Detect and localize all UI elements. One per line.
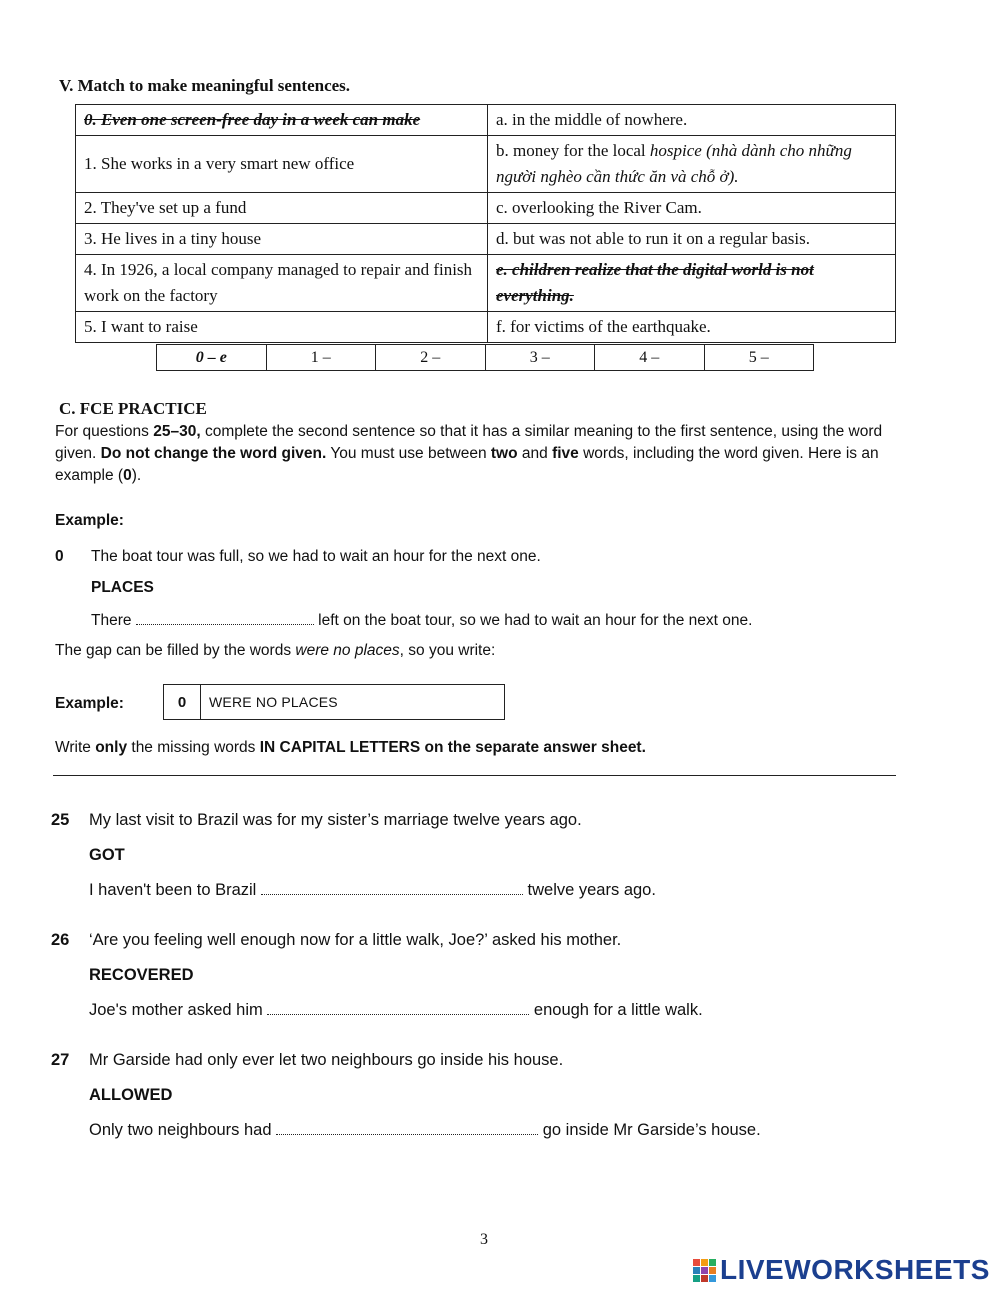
- example-label: Example:: [55, 512, 124, 529]
- liveworksheets-logo[interactable]: [693, 1254, 990, 1286]
- match-right-b: b. money for the local hospice (nhà dành cho những người nghèo cần thức ăn và chỗ ở).: [488, 136, 896, 193]
- example-sentence: The boat tour was full, so we had to wait an hour for the next one.: [91, 548, 541, 565]
- section-v-title: V. Match to make meaningful sentences.: [59, 76, 351, 95]
- table-row: [76, 136, 896, 193]
- question-keyword: GOT: [89, 846, 125, 864]
- answer-table: [156, 344, 814, 371]
- section-c-title: C. FCE PRACTICE: [59, 399, 207, 418]
- question-number: 26: [51, 931, 70, 949]
- question-transform: I haven't been to Brazil twelve years ago.: [89, 881, 656, 899]
- question-keyword: ALLOWED: [89, 1086, 173, 1104]
- question-sentence: Mr Garside had only ever let two neighbours go inside his house.: [89, 1051, 564, 1069]
- answer-cell-1[interactable]: 1 –: [266, 345, 376, 371]
- example-box-number: 0: [164, 685, 201, 719]
- logo-grid-square: [693, 1275, 700, 1282]
- match-right-e: e. children realize that the digital world is not everything.: [488, 255, 896, 312]
- match-right-f: f. for victims of the earthquake.: [488, 312, 896, 343]
- table-row: [76, 224, 896, 255]
- answer-gap-27[interactable]: [276, 1120, 538, 1135]
- match-left-1: 1. She works in a very smart new office: [76, 136, 488, 193]
- logo-grid-square: [701, 1259, 708, 1266]
- divider: [53, 775, 896, 776]
- example-box-label: Example:: [55, 695, 124, 712]
- logo-grid-square: [701, 1267, 708, 1274]
- match-left-0: 0. Even one screen-free day in a week can make: [76, 105, 488, 136]
- answer-cell-2[interactable]: 2 –: [376, 345, 486, 371]
- logo-grid-square: [709, 1259, 716, 1266]
- matching-table: [75, 104, 896, 343]
- question-number: 25: [51, 811, 70, 829]
- match-left-2: 2. They've set up a fund: [76, 193, 488, 224]
- table-row: [76, 105, 896, 136]
- match-left-4: 4. In 1926, a local company managed to repair and finish work on the factory: [76, 255, 488, 312]
- instructions: For questions 25–30, complete the second sentence so that it has a similar meaning to the first sentence, using the word given. Do not change the word given. You must use between two and five words, including the word given. Here is an example (0).: [55, 423, 883, 484]
- logo-grid-square: [701, 1275, 708, 1282]
- example-transform: There left on the boat tour, so we had to wait an hour for the next one.: [91, 612, 753, 629]
- table-row: [76, 255, 896, 312]
- answer-cell-4[interactable]: 4 –: [595, 345, 705, 371]
- logo-grid-square: [693, 1259, 700, 1266]
- answer-gap-25[interactable]: [261, 880, 523, 895]
- table-row: [76, 312, 896, 343]
- question-sentence: ‘Are you feeling well enough now for a little walk, Joe?’ asked his mother.: [89, 931, 622, 949]
- match-right-c: c. overlooking the River Cam.: [488, 193, 896, 224]
- logo-grid-square: [693, 1267, 700, 1274]
- example-gap: [136, 610, 314, 625]
- match-right-d: d. but was not able to run it on a regular basis.: [488, 224, 896, 255]
- logo-grid-square: [709, 1267, 716, 1274]
- match-left-3: 3. He lives in a tiny house: [76, 224, 488, 255]
- table-row: [76, 193, 896, 224]
- example-number: 0: [55, 548, 64, 565]
- write-instruction: Write only the missing words IN CAPITAL LETTERS on the separate answer sheet.: [55, 739, 646, 756]
- question-sentence: My last visit to Brazil was for my sister’s marriage twelve years ago.: [89, 811, 582, 829]
- match-right-a: a. in the middle of nowhere.: [488, 105, 896, 136]
- answer-cell-3[interactable]: 3 –: [485, 345, 595, 371]
- question-transform: Only two neighbours had go inside Mr Garside’s house.: [89, 1121, 761, 1139]
- example-answer-box: [163, 684, 505, 720]
- answer-gap-26[interactable]: [267, 1000, 529, 1015]
- example-keyword: PLACES: [91, 579, 154, 596]
- question-keyword: RECOVERED: [89, 966, 194, 984]
- answer-cell-5[interactable]: 5 –: [704, 345, 814, 371]
- question-transform: Joe's mother asked him enough for a little walk.: [89, 1001, 703, 1019]
- page-number: 3: [480, 1231, 488, 1248]
- answer-cell-0: 0 – e: [157, 345, 267, 371]
- question-number: 27: [51, 1051, 70, 1069]
- logo-grid-square: [709, 1275, 716, 1282]
- gap-explanation: The gap can be filled by the words were no places, so you write:: [55, 642, 496, 659]
- logo-text: LIVEWORKSHEETS: [720, 1254, 990, 1285]
- logo-grid-icon: [693, 1259, 716, 1282]
- example-box-answer: WERE NO PLACES: [209, 694, 338, 710]
- match-left-5: 5. I want to raise: [76, 312, 488, 343]
